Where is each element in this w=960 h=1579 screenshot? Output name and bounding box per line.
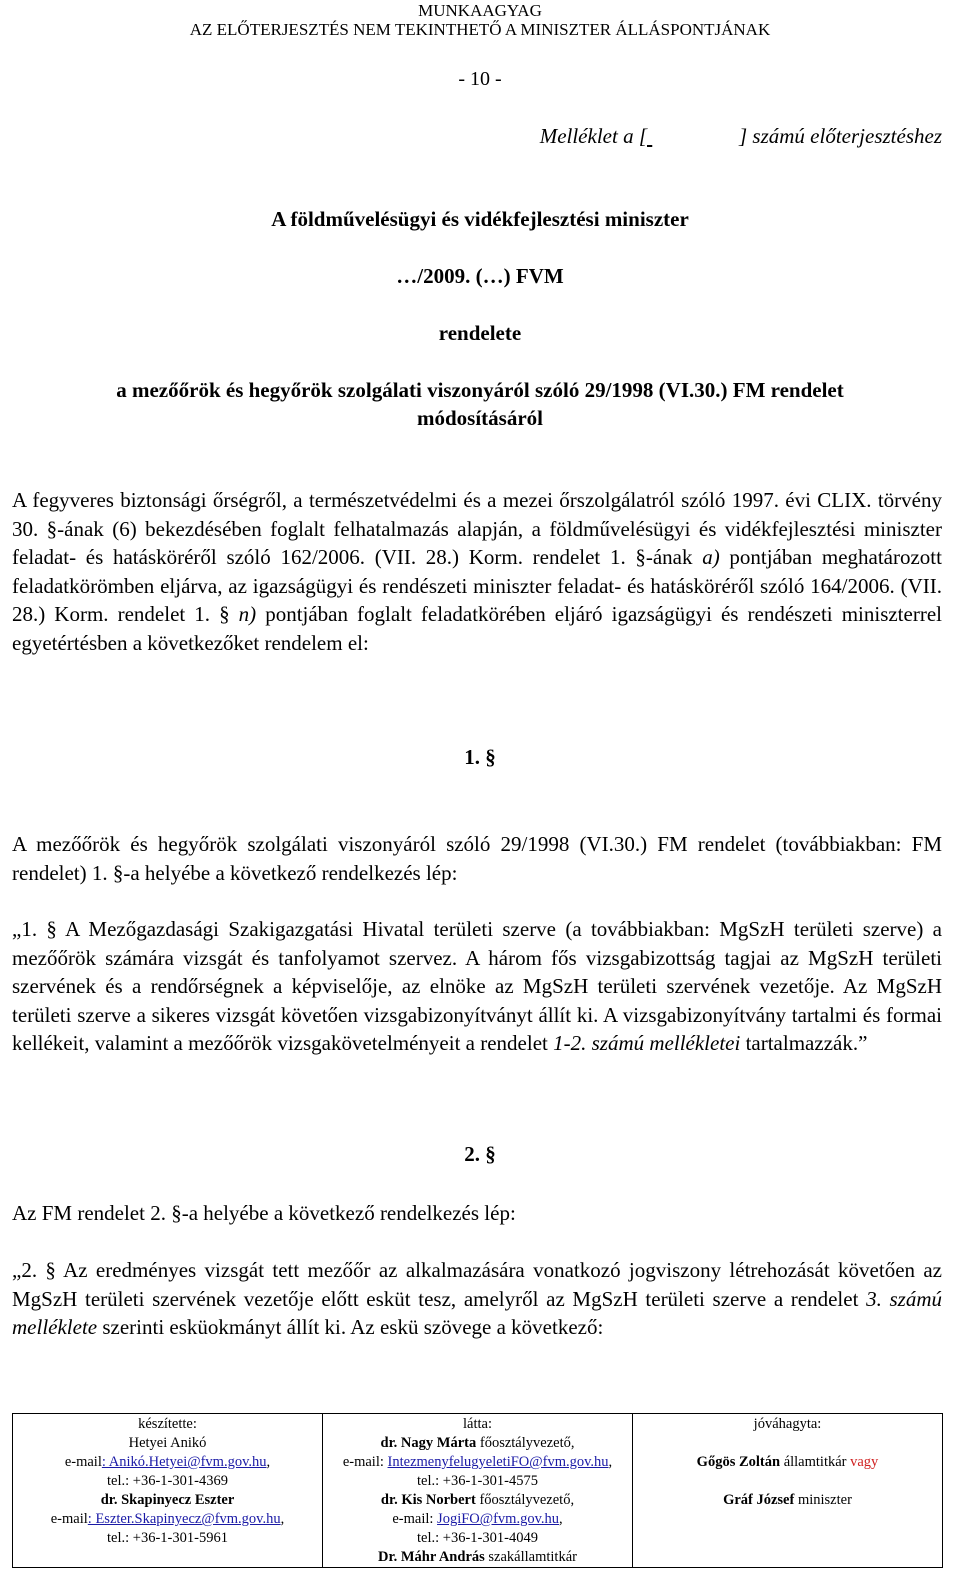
preparer-2-email-line: e-mail: Eszter.Skapinyecz@fvm.gov.hu, <box>50 1511 285 1527</box>
approver-2 <box>635 1491 940 1510</box>
reviewer-3-role: szakállamtitkár <box>484 1549 577 1565</box>
section-2-quote-start: „2. § Az eredményes vizsgát tett mezőőr az alkalmazására vonatkozó jogviszony létrehozását követően az MgSzH területi szervének vezetője előtt esküt tesz, amelyről az MgSzH területi szerve a rendelet <box>12 1258 942 1311</box>
prepared-by-cell <box>13 1414 323 1568</box>
approver-1-name: Gőgös Zoltán <box>696 1454 781 1470</box>
reviewer-1-name: dr. Nagy Márta <box>380 1435 477 1451</box>
approver-1-role: államtitkár <box>780 1454 851 1470</box>
annex-reference <box>540 124 942 149</box>
reviewer-2-email-line: e-mail: JogiFO@fvm.gov.hu, <box>392 1511 563 1527</box>
reviewer-3 <box>325 1548 630 1567</box>
decree-number: …/2009. (…) FVM <box>396 264 564 288</box>
reviewer-2-email-link[interactable]: JogiFO@fvm.gov.hu <box>437 1511 560 1527</box>
section-2-intro-text: Az FM rendelet 2. §-a helyébe a következő rendelkezés lép: <box>12 1201 516 1225</box>
decree-word: rendelete <box>438 321 522 345</box>
section-2-provision <box>12 1256 942 1342</box>
signature-table <box>12 1413 943 1568</box>
spacer <box>635 1434 940 1453</box>
spacer-2 <box>635 1472 940 1491</box>
decree-subject-line2: módosításáról <box>417 406 543 430</box>
reviewer-1-phone: tel.: +36-1-301-4575 <box>417 1473 538 1489</box>
preparer-1-phone: tel.: +36-1-301-4369 <box>107 1473 228 1489</box>
section-2-intro <box>12 1199 942 1228</box>
reviewer-2-phone: tel.: +36-1-301-4049 <box>417 1530 538 1546</box>
preparer-1-email-link[interactable]: : Anikó.Hetyei@fvm.gov.hu <box>101 1454 267 1470</box>
approver-2-name: Gráf József <box>723 1492 795 1508</box>
seen-by-cell <box>323 1414 633 1568</box>
point-a-reference: a) <box>702 545 720 570</box>
reviewer-3-name: Dr. Máhr András <box>378 1549 485 1565</box>
preamble <box>12 486 942 658</box>
section-1-intro-text: A mezőőrök és hegyőrök szolgálati viszonyáról szóló 29/1998 (VI.30.) FM rendelet (továbbiakban: FM rendelet) 1. §-a helyébe a következő rendelkezés lép: <box>12 832 942 885</box>
approver-1 <box>635 1453 940 1472</box>
preparer-2-email-link[interactable]: : Eszter.Skapinyecz@fvm.gov.hu <box>87 1511 281 1527</box>
section-1-intro <box>12 830 942 887</box>
reviewer-2-name: dr. Kis Norbert <box>380 1492 476 1508</box>
annex-1-2-reference: 1-2. számú mellékletei <box>553 1031 741 1056</box>
approved-label: jóváhagyta: <box>753 1416 822 1432</box>
reviewer-1 <box>325 1434 630 1453</box>
approved-by-cell <box>633 1414 943 1568</box>
preparer-2-phone: tel.: +36-1-301-5961 <box>107 1530 228 1546</box>
reviewer-1-email-line: e-mail: IntezmenyfelugyeletiFO@fvm.gov.hu, <box>342 1454 613 1470</box>
reviewer-1-email-link[interactable]: IntezmenyfelugyeletiFO@fvm.gov.hu <box>387 1454 609 1470</box>
preparer-1-name: Hetyei Anikó <box>128 1435 207 1451</box>
section-1-heading: 1. § <box>464 745 496 769</box>
approver-2-role: miniszter <box>794 1492 852 1508</box>
section-2-quote-end: szerinti esküokmányt állít ki. Az eskü szövege a következő: <box>97 1315 604 1340</box>
approver-or: vagy <box>850 1454 879 1470</box>
annex-right: ] számú előterjesztéshez <box>739 124 942 148</box>
reviewer-2-role: főosztályvezető, <box>475 1492 575 1508</box>
annex-blank <box>647 124 739 149</box>
reviewer-2 <box>325 1491 630 1510</box>
preamble-part2: pontjában meghatározott feladatkörömben eljárva, az igazságügyi és rendészeti miniszter feladat- és hatásköréről szóló 164/2006. (VII. 28.) Korm. rendelet 1. § <box>12 545 942 627</box>
draft-disclaimer: AZ ELŐTERJESZTÉS NEM TEKINTHETŐ A MINISZTER ÁLLÁSPONTJÁNAK <box>189 20 771 39</box>
seen-label: látta: <box>463 1416 492 1432</box>
reviewer-1-role: főosztályvezető, <box>476 1435 575 1451</box>
preamble-part1: A fegyveres biztonsági őrségről, a természetvédelmi és a mezei őrszolgálatról szóló 1997. évi CLIX. törvény 30. §-ának (6) bekezdésében foglalt felhatalmazás alapján, a földművelésügyi és vidékfejlesztési miniszter feladat- és hatásköréről szóló 162/2006. (VII. 28.) Korm. rendelet 1. §-ának <box>12 488 942 570</box>
section-1-quote-end: tartalmazzák.” <box>740 1031 868 1056</box>
draft-header: MUNKAAGYAG <box>418 1 542 20</box>
prepared-label: készítette: <box>138 1416 197 1432</box>
section-1-quote-start: „1. § A Mezőgazdasági Szakigazgatási Hivatal területi szerve (a továbbiakban: MgSzH területi szerve) a mezőőrök számára vizsgát és tanfolyamot szervez. A három fős vizsgabizottság tagjai az MgSzH területi szervének és a rendőrségnek a képviselője, az elnöke az MgSzH területi szervének vezetője. Az MgSzH területi szerve a sikeres vizsgát követően vizsgabizonyítványt állít ki. A vizsgabizonyítvány tartalmi és formai kellékeit, valamint a mezőőrök vizsgakövetelményeit a rendelet <box>12 917 942 1056</box>
section-2-heading: 2. § <box>464 1142 496 1166</box>
annex-left: Melléklet a [ <box>539 124 647 148</box>
preparer-2-name: dr. Skapinyecz Eszter <box>100 1492 235 1508</box>
section-1-provision <box>12 915 942 1058</box>
issuer-title: A földművelésügyi és vidékfejlesztési miniszter <box>271 207 689 231</box>
page-number: - 10 - <box>458 68 502 90</box>
decree-subject-line1: a mezőőrök és hegyőrök szolgálati viszonyáról szóló 29/1998 (VI.30.) FM rendelet <box>116 378 844 402</box>
preamble-part3: pontjában foglalt feladatkörében eljáró igazságügyi és rendészeti miniszterrel egyetértésben a következőket rendelem el: <box>12 602 942 655</box>
point-n-reference: n) <box>238 602 257 627</box>
annex-3-reference: 3. számú melléklete <box>12 1286 942 1340</box>
preparer-1-email-line: e-mail: Anikó.Hetyei@fvm.gov.hu, <box>64 1454 271 1470</box>
